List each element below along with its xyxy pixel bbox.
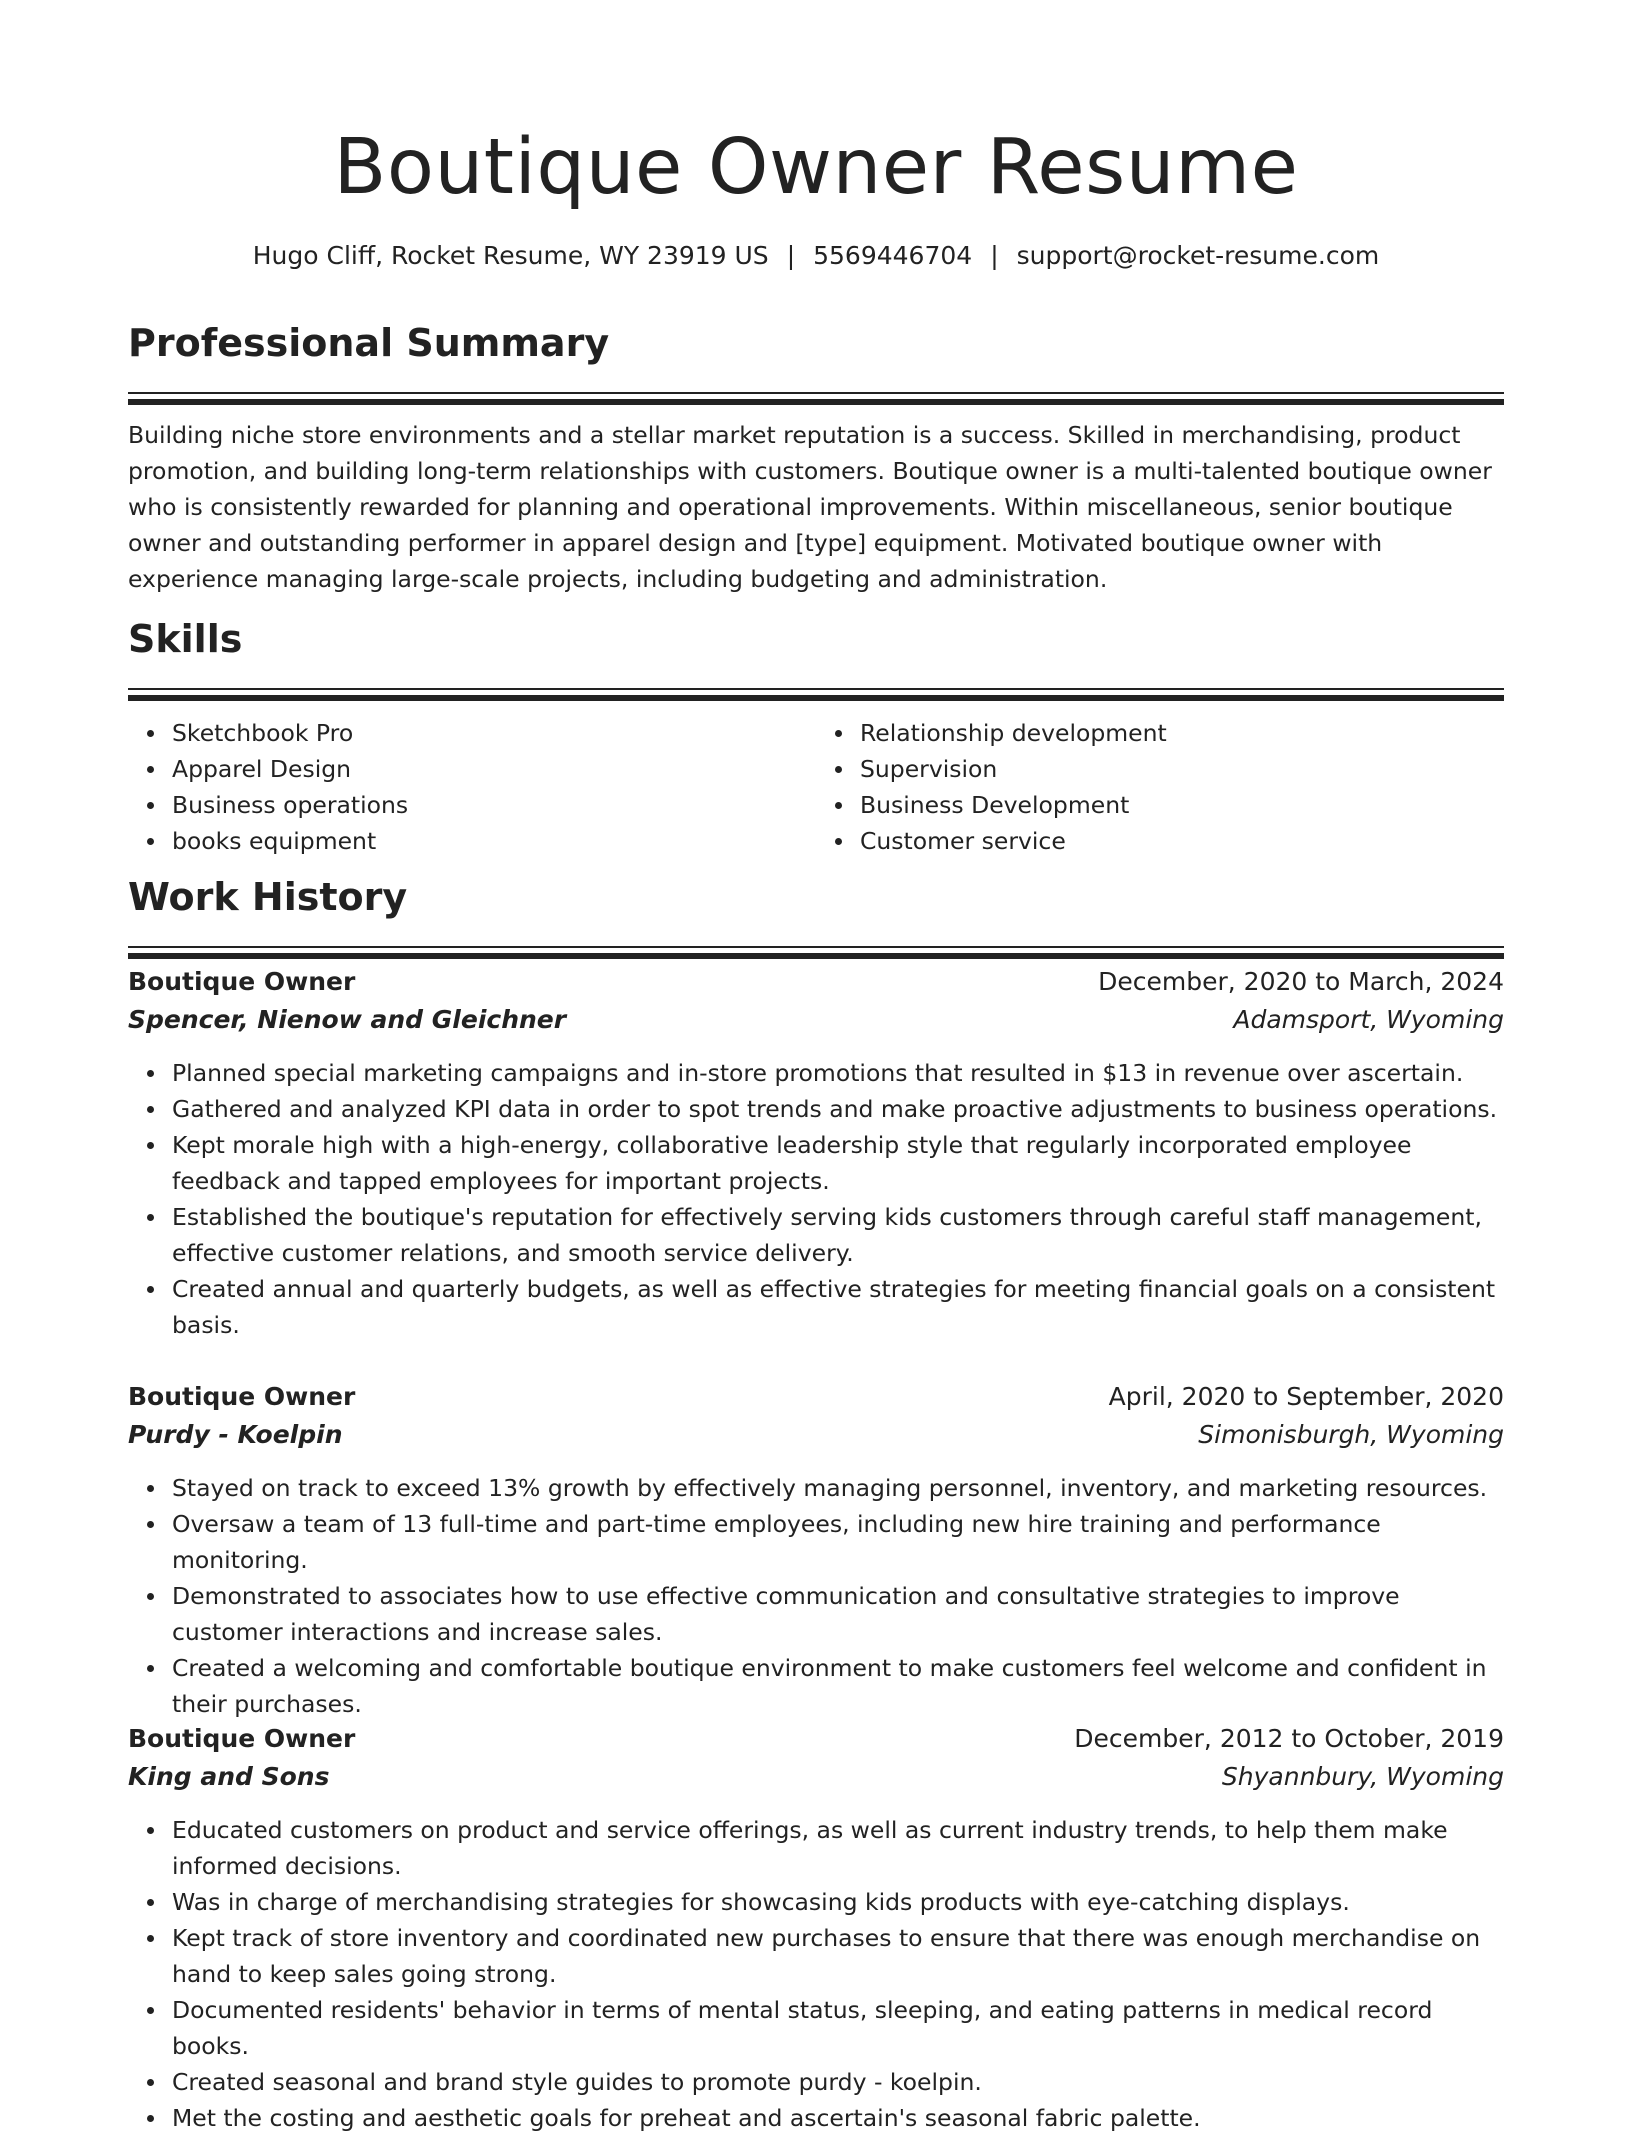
skills-list-right [816,715,1504,859]
job-company: Spencer, Nienow and Gleichner [128,1005,567,1034]
work-history-section [128,872,1504,959]
job-bullet: Met the costing and aesthetic goals for preheat and ascertain's seasonal fabric palette. [172,2100,1504,2136]
job-company-row [128,1416,1504,1454]
job-location: Simonisburgh, Wyoming [1198,1420,1504,1449]
job-dates: December, 2012 to October, 2019 [1074,1724,1504,1753]
job-bullet: Educated customers on product and service offerings, as well as current industry trends, to help them make informed decisions. [172,1812,1504,1884]
summary-section [128,318,1504,597]
job-title: Boutique Owner [128,1724,356,1753]
job-location: Adamsport, Wyoming [1233,1005,1504,1034]
skill-item: Business Development [860,787,1504,823]
job-bullet: Planned special marketing campaigns and in-store promotions that resulted in $13 in revenue over ascertain. [172,1055,1504,1091]
section-divider [128,688,1504,690]
contact-line [128,238,1504,274]
contact-phone: 5569446704 [813,241,973,270]
job-bullet: Documented residents' behavior in terms of mental status, sleeping, and eating patterns in medical record books. [172,1992,1504,2064]
skills-grid [128,715,1504,859]
job-bullet: Established the boutique's reputation for effectively serving kids customers through careful staff management, effective customer relations, and smooth service delivery. [172,1199,1504,1271]
job-entry [128,963,1504,1343]
skill-item: books equipment [172,823,816,859]
job-bullets [128,1470,1504,1722]
contact-email: support@rocket-resume.com [1016,241,1380,270]
summary-text: Building niche store environments and a stellar market reputation is a success. Skilled in merchandising, product promotion, and building long-term relationships with customers. Boutique owner is a multi-talented boutique owner who is consistently rewarded for planning and operational improvements. Within miscellaneous, senior boutique owner and outstanding performer in apparel design and [type] equipment. Motivated boutique owner with experience managing large-scale projects, including budgeting and administration. [128,421,1492,593]
contact-separator: | [990,241,999,270]
skill-item: Supervision [860,751,1504,787]
job-entry [128,1378,1504,1722]
job-header-row [128,963,1504,1001]
work-history-heading: Work History [128,875,408,919]
job-company: Purdy - Koelpin [128,1420,343,1449]
job-bullet: Kept track of store inventory and coordinated new purchases to ensure that there was enough merchandise on hand to keep sales going strong. [172,1920,1504,1992]
summary-heading: Professional Summary [128,321,610,365]
section-divider [128,392,1504,394]
job-bullet: Kept morale high with a high-energy, collaborative leadership style that regularly incorporated employee feedback and tapped employees for important projects. [172,1127,1504,1199]
contact-address: Hugo Cliff, Rocket Resume, WY 23919 US [252,241,769,270]
job-dates: December, 2020 to March, 2024 [1098,967,1504,996]
skills-heading: Skills [128,617,243,661]
job-bullet: Created annual and quarterly budgets, as well as effective strategies for meeting financial goals on a consistent basis. [172,1271,1504,1343]
section-divider [128,399,1504,405]
job-header-row [128,1720,1504,1758]
skills-list-left [128,715,816,859]
contact-separator: | [786,241,796,270]
job-bullet: Created a welcoming and comfortable boutique environment to make customers feel welcome and confident in their purchases. [172,1650,1504,1722]
job-bullets [128,1812,1504,2136]
job-title: Boutique Owner [128,967,356,996]
job-bullet: Created seasonal and brand style guides to promote purdy - koelpin. [172,2064,1504,2100]
job-bullet: Gathered and analyzed KPI data in order to spot trends and make proactive adjustments to business operations. [172,1091,1504,1127]
skill-item: Relationship development [860,715,1504,751]
job-header-row [128,1378,1504,1416]
job-bullets [128,1055,1504,1343]
job-bullet: Was in charge of merchandising strategies for showcasing kids products with eye-catching displays. [172,1884,1504,1920]
skill-item: Apparel Design [172,751,816,787]
job-bullet: Demonstrated to associates how to use effective communication and consultative strategies to improve customer interactions and increase sales. [172,1578,1504,1650]
job-dates: April, 2020 to September, 2020 [1108,1382,1504,1411]
job-company-row [128,1001,1504,1039]
job-entry [128,1720,1504,2136]
skills-section [128,614,1504,859]
section-divider [128,695,1504,701]
job-title: Boutique Owner [128,1382,356,1411]
section-divider [128,953,1504,959]
skill-item: Sketchbook Pro [172,715,816,751]
job-company-row [128,1758,1504,1796]
job-location: Shyannbury, Wyoming [1221,1762,1504,1791]
skill-item: Customer service [860,823,1504,859]
job-company: King and Sons [128,1762,330,1791]
job-bullet: Oversaw a team of 13 full-time and part-time employees, including new hire training and performance monitoring. [172,1506,1504,1578]
skill-item: Business operations [172,787,816,823]
resume-title: Boutique Owner Resume [333,123,1299,212]
job-bullet: Stayed on track to exceed 13% growth by effectively managing personnel, inventory, and marketing resources. [172,1470,1504,1506]
section-divider [128,946,1504,948]
